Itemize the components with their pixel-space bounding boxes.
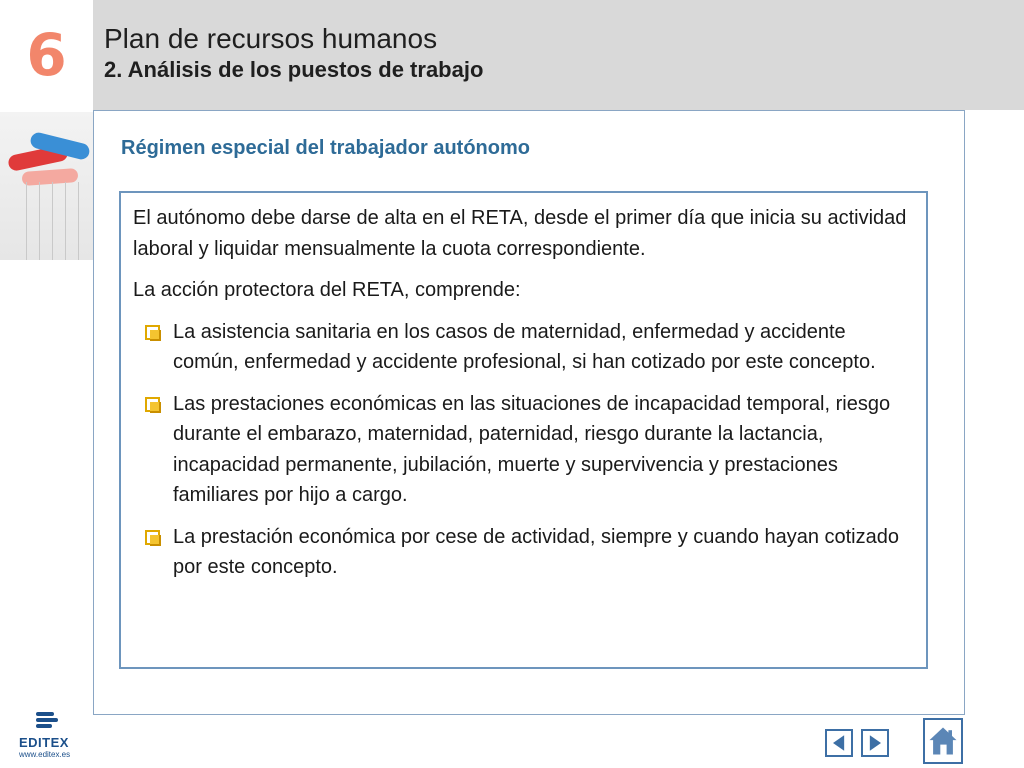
previous-button[interactable]	[825, 729, 853, 757]
paragraph: El autónomo debe darse de alta en el RETA, desde el primer día que inicia su actividad laboral y liquidar mensualmente la cuota correspondiente.	[133, 207, 907, 260]
title-block	[104, 22, 483, 84]
text-box	[119, 191, 928, 669]
home-button[interactable]	[923, 718, 963, 764]
decorative-hands-image	[0, 112, 93, 260]
logo-name: EDITEX	[19, 735, 69, 750]
arrow-left-icon	[827, 731, 851, 755]
checkbox-bullet-icon	[145, 397, 160, 412]
section-heading: Régimen especial del trabajador autónomo	[121, 137, 530, 159]
home-icon	[925, 720, 961, 762]
arrow-right-icon	[863, 731, 887, 755]
list-item-text: La prestación económica por cese de actividad, siempre y cuando hayan cotizado por este concepto.	[173, 525, 899, 578]
list-item	[133, 317, 912, 378]
editex-logo-icon	[36, 712, 58, 732]
checkbox-bullet-icon	[145, 530, 160, 545]
chapter-number: 6	[26, 21, 67, 89]
editex-logo	[16, 712, 78, 762]
page-subtitle: 2. Análisis de los puestos de trabajo	[104, 57, 484, 82]
list-item-text: Las prestaciones económicas en las situaciones de incapacidad temporal, riesgo durante el embarazo, maternidad, paternidad, riesgo durante la lactancia, incapacidad permanente, jubilación, muerte y supervivencia y prestaciones familiares por hijo a cargo.	[173, 392, 891, 506]
paragraph: La acción protectora del RETA, comprende:	[133, 279, 521, 301]
puppet-strings	[14, 182, 84, 260]
logo-url: www.editex.es	[19, 750, 71, 759]
list-item	[133, 389, 912, 511]
list-item	[133, 522, 912, 583]
checkbox-bullet-icon	[145, 325, 160, 340]
next-button[interactable]	[861, 729, 889, 757]
list-item-text: La asistencia sanitaria en los casos de maternidad, enfermedad y accidente común, enfermedad y accidente profesional, si han cotizado por este concepto.	[173, 320, 876, 373]
page-title: Plan de recursos humanos	[104, 23, 438, 54]
